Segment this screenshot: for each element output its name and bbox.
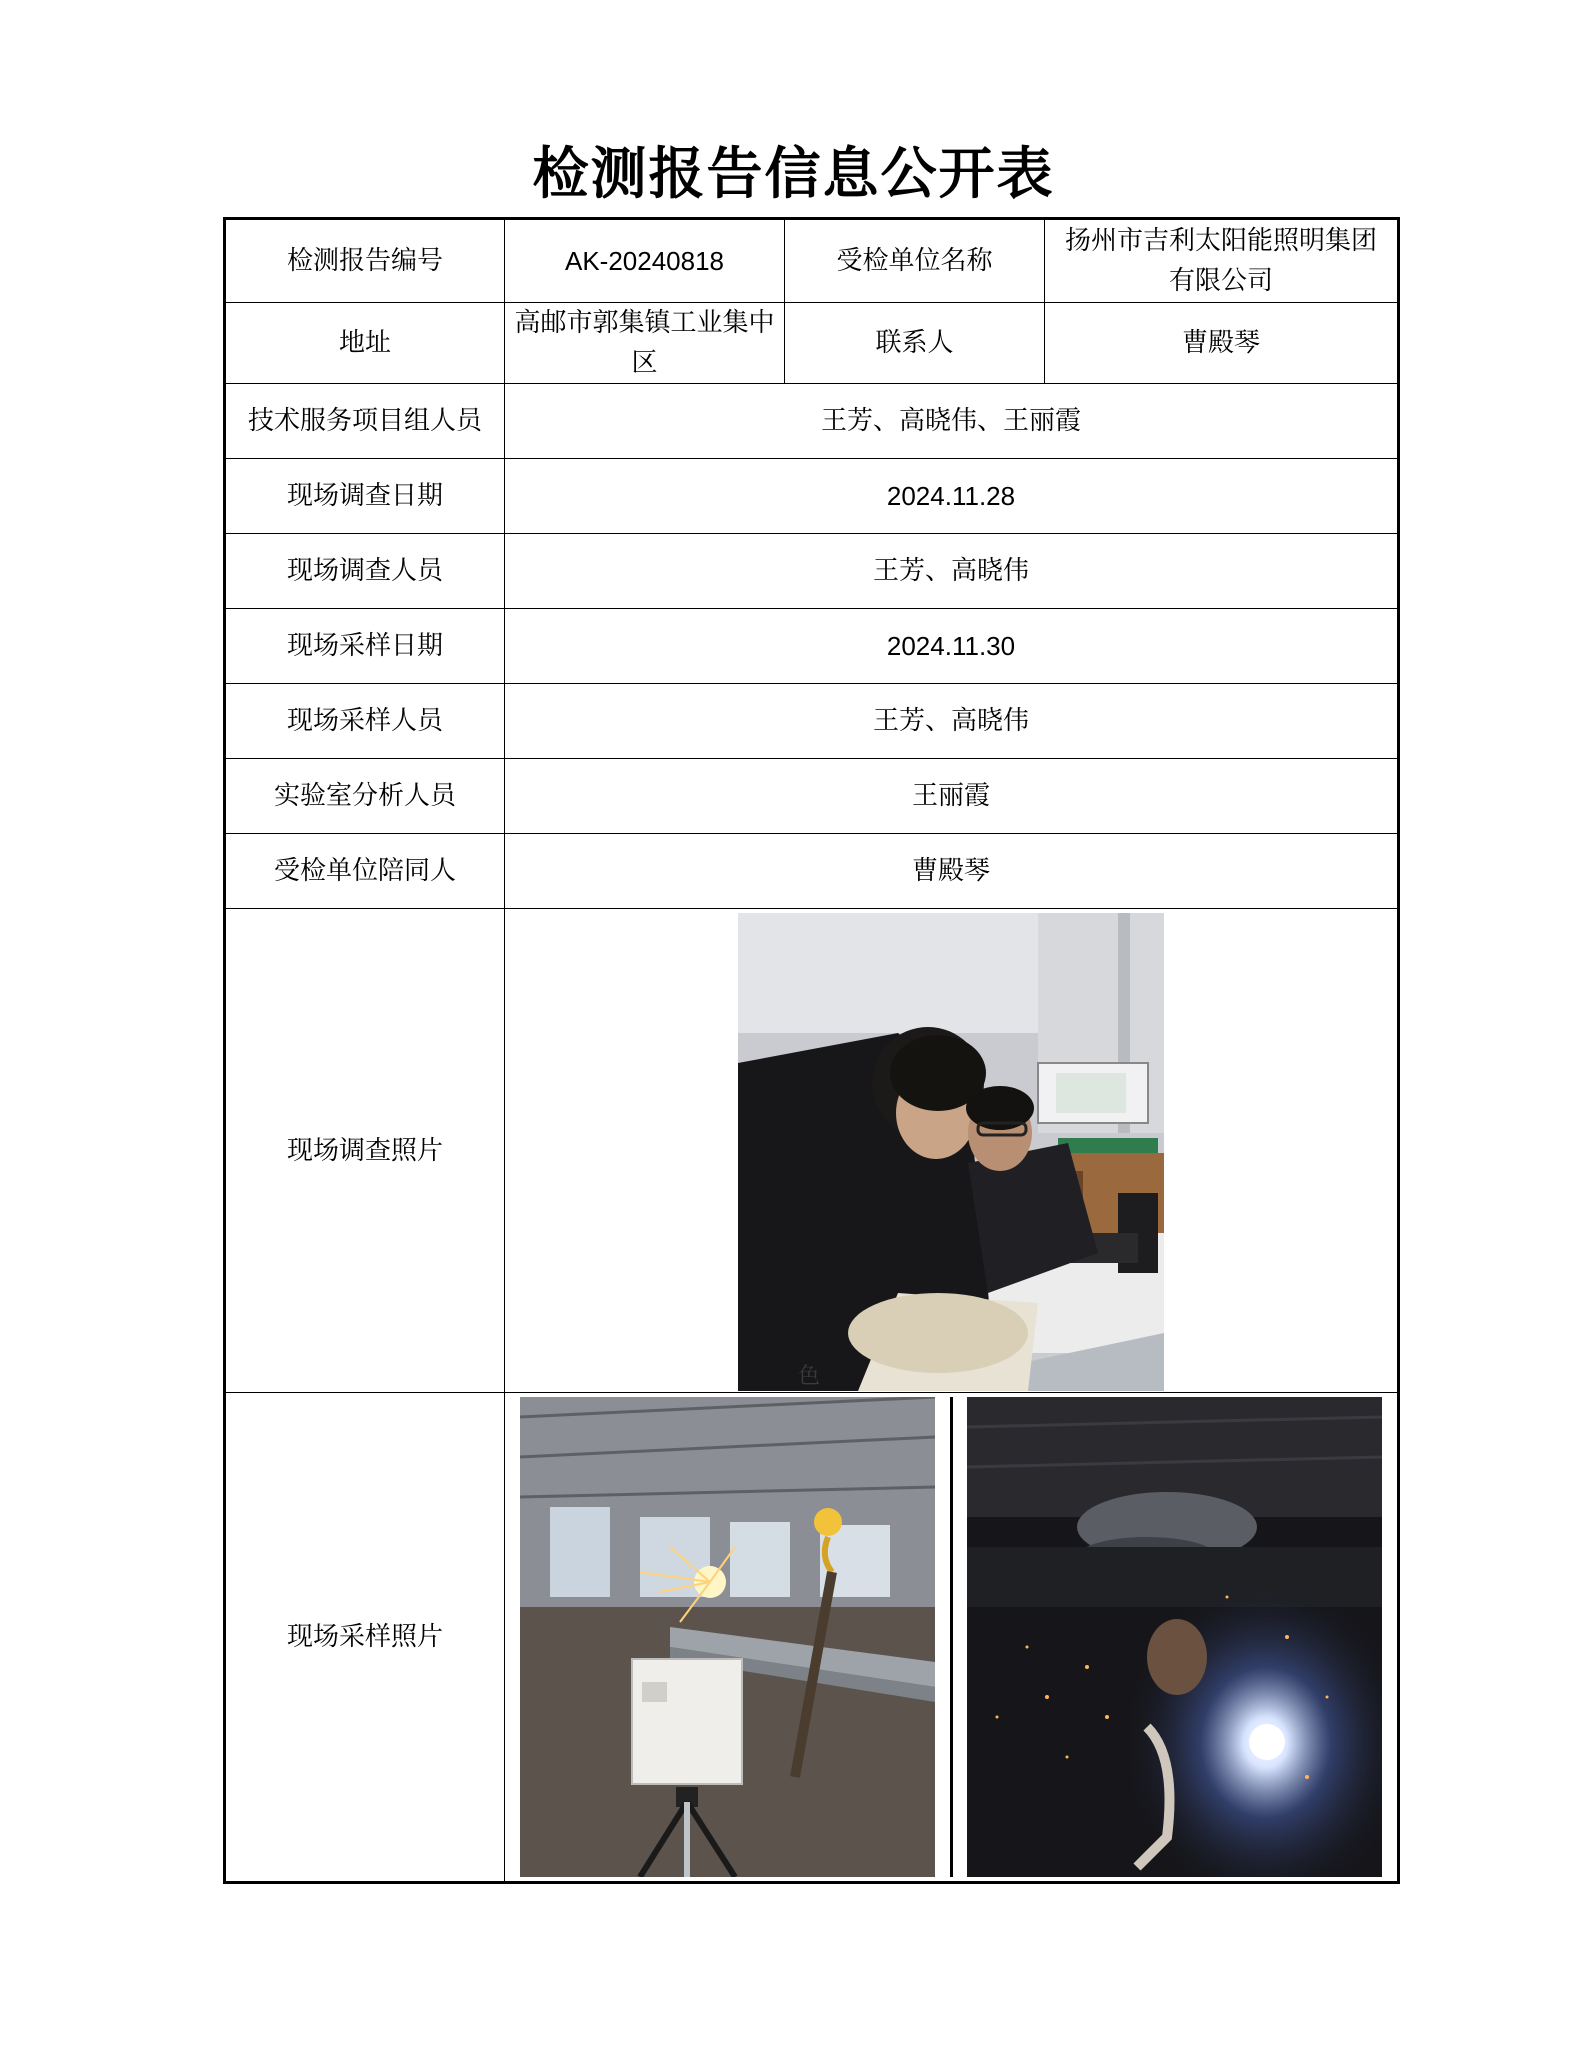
address-value: 高邮市郭集镇工业集中区 <box>505 303 785 384</box>
sampling-photo-right-image <box>967 1397 1382 1877</box>
team-label: 技术服务项目组人员 <box>225 384 505 459</box>
survey-photo <box>738 913 1164 1391</box>
table-row <box>225 303 1399 384</box>
page-title: 检测报告信息公开表 <box>532 141 1055 207</box>
report-no-label: 检测报告编号 <box>225 219 505 303</box>
survey-photo-label: 现场调查照片 <box>225 909 505 1393</box>
sampling-photo-left <box>520 1397 935 1877</box>
table-row <box>225 609 1399 684</box>
sampling-photo-right-frame <box>953 1397 1398 1877</box>
table-row <box>225 834 1399 909</box>
table-row <box>225 909 1399 1393</box>
lab-staff-value: 王丽霞 <box>505 759 1399 834</box>
sampling-photo-left-image <box>520 1397 935 1877</box>
survey-staff-label: 现场调查人员 <box>225 534 505 609</box>
table-row <box>225 459 1399 534</box>
sampling-photo-cell <box>505 1393 1399 1883</box>
survey-date-value: 2024.11.28 <box>505 459 1399 534</box>
unit-name-value: 扬州市吉利太阳能照明集团有限公司 <box>1045 219 1399 303</box>
survey-photo-image <box>738 913 1164 1391</box>
team-value: 王芳、高晓伟、王丽霞 <box>505 384 1399 459</box>
table-row <box>225 1393 1399 1883</box>
svg-text:色: 色 <box>798 1364 821 1389</box>
contact-label: 联系人 <box>785 303 1045 384</box>
table-row <box>225 684 1399 759</box>
lab-staff-label: 实验室分析人员 <box>225 759 505 834</box>
sampling-date-value: 2024.11.30 <box>505 609 1399 684</box>
sampling-date-label: 现场采样日期 <box>225 609 505 684</box>
contact-value: 曹殿琴 <box>1045 303 1399 384</box>
survey-photo-cell <box>505 909 1399 1393</box>
sampling-staff-value: 王芳、高晓伟 <box>505 684 1399 759</box>
sampling-photo-label: 现场采样照片 <box>225 1393 505 1883</box>
table-row <box>225 384 1399 459</box>
table-row <box>225 219 1399 303</box>
sampling-photo-left-frame <box>505 1397 953 1877</box>
sampling-staff-label: 现场采样人员 <box>225 684 505 759</box>
address-label: 地址 <box>225 303 505 384</box>
survey-staff-value: 王芳、高晓伟 <box>505 534 1399 609</box>
report-no-value: AK-20240818 <box>505 219 785 303</box>
escort-label: 受检单位陪同人 <box>225 834 505 909</box>
escort-value: 曹殿琴 <box>505 834 1399 909</box>
table-row <box>225 759 1399 834</box>
unit-name-label: 受检单位名称 <box>785 219 1045 303</box>
report-info-table <box>223 217 1400 1884</box>
sampling-photo-right <box>967 1397 1382 1877</box>
table-row <box>225 534 1399 609</box>
survey-date-label: 现场调查日期 <box>225 459 505 534</box>
